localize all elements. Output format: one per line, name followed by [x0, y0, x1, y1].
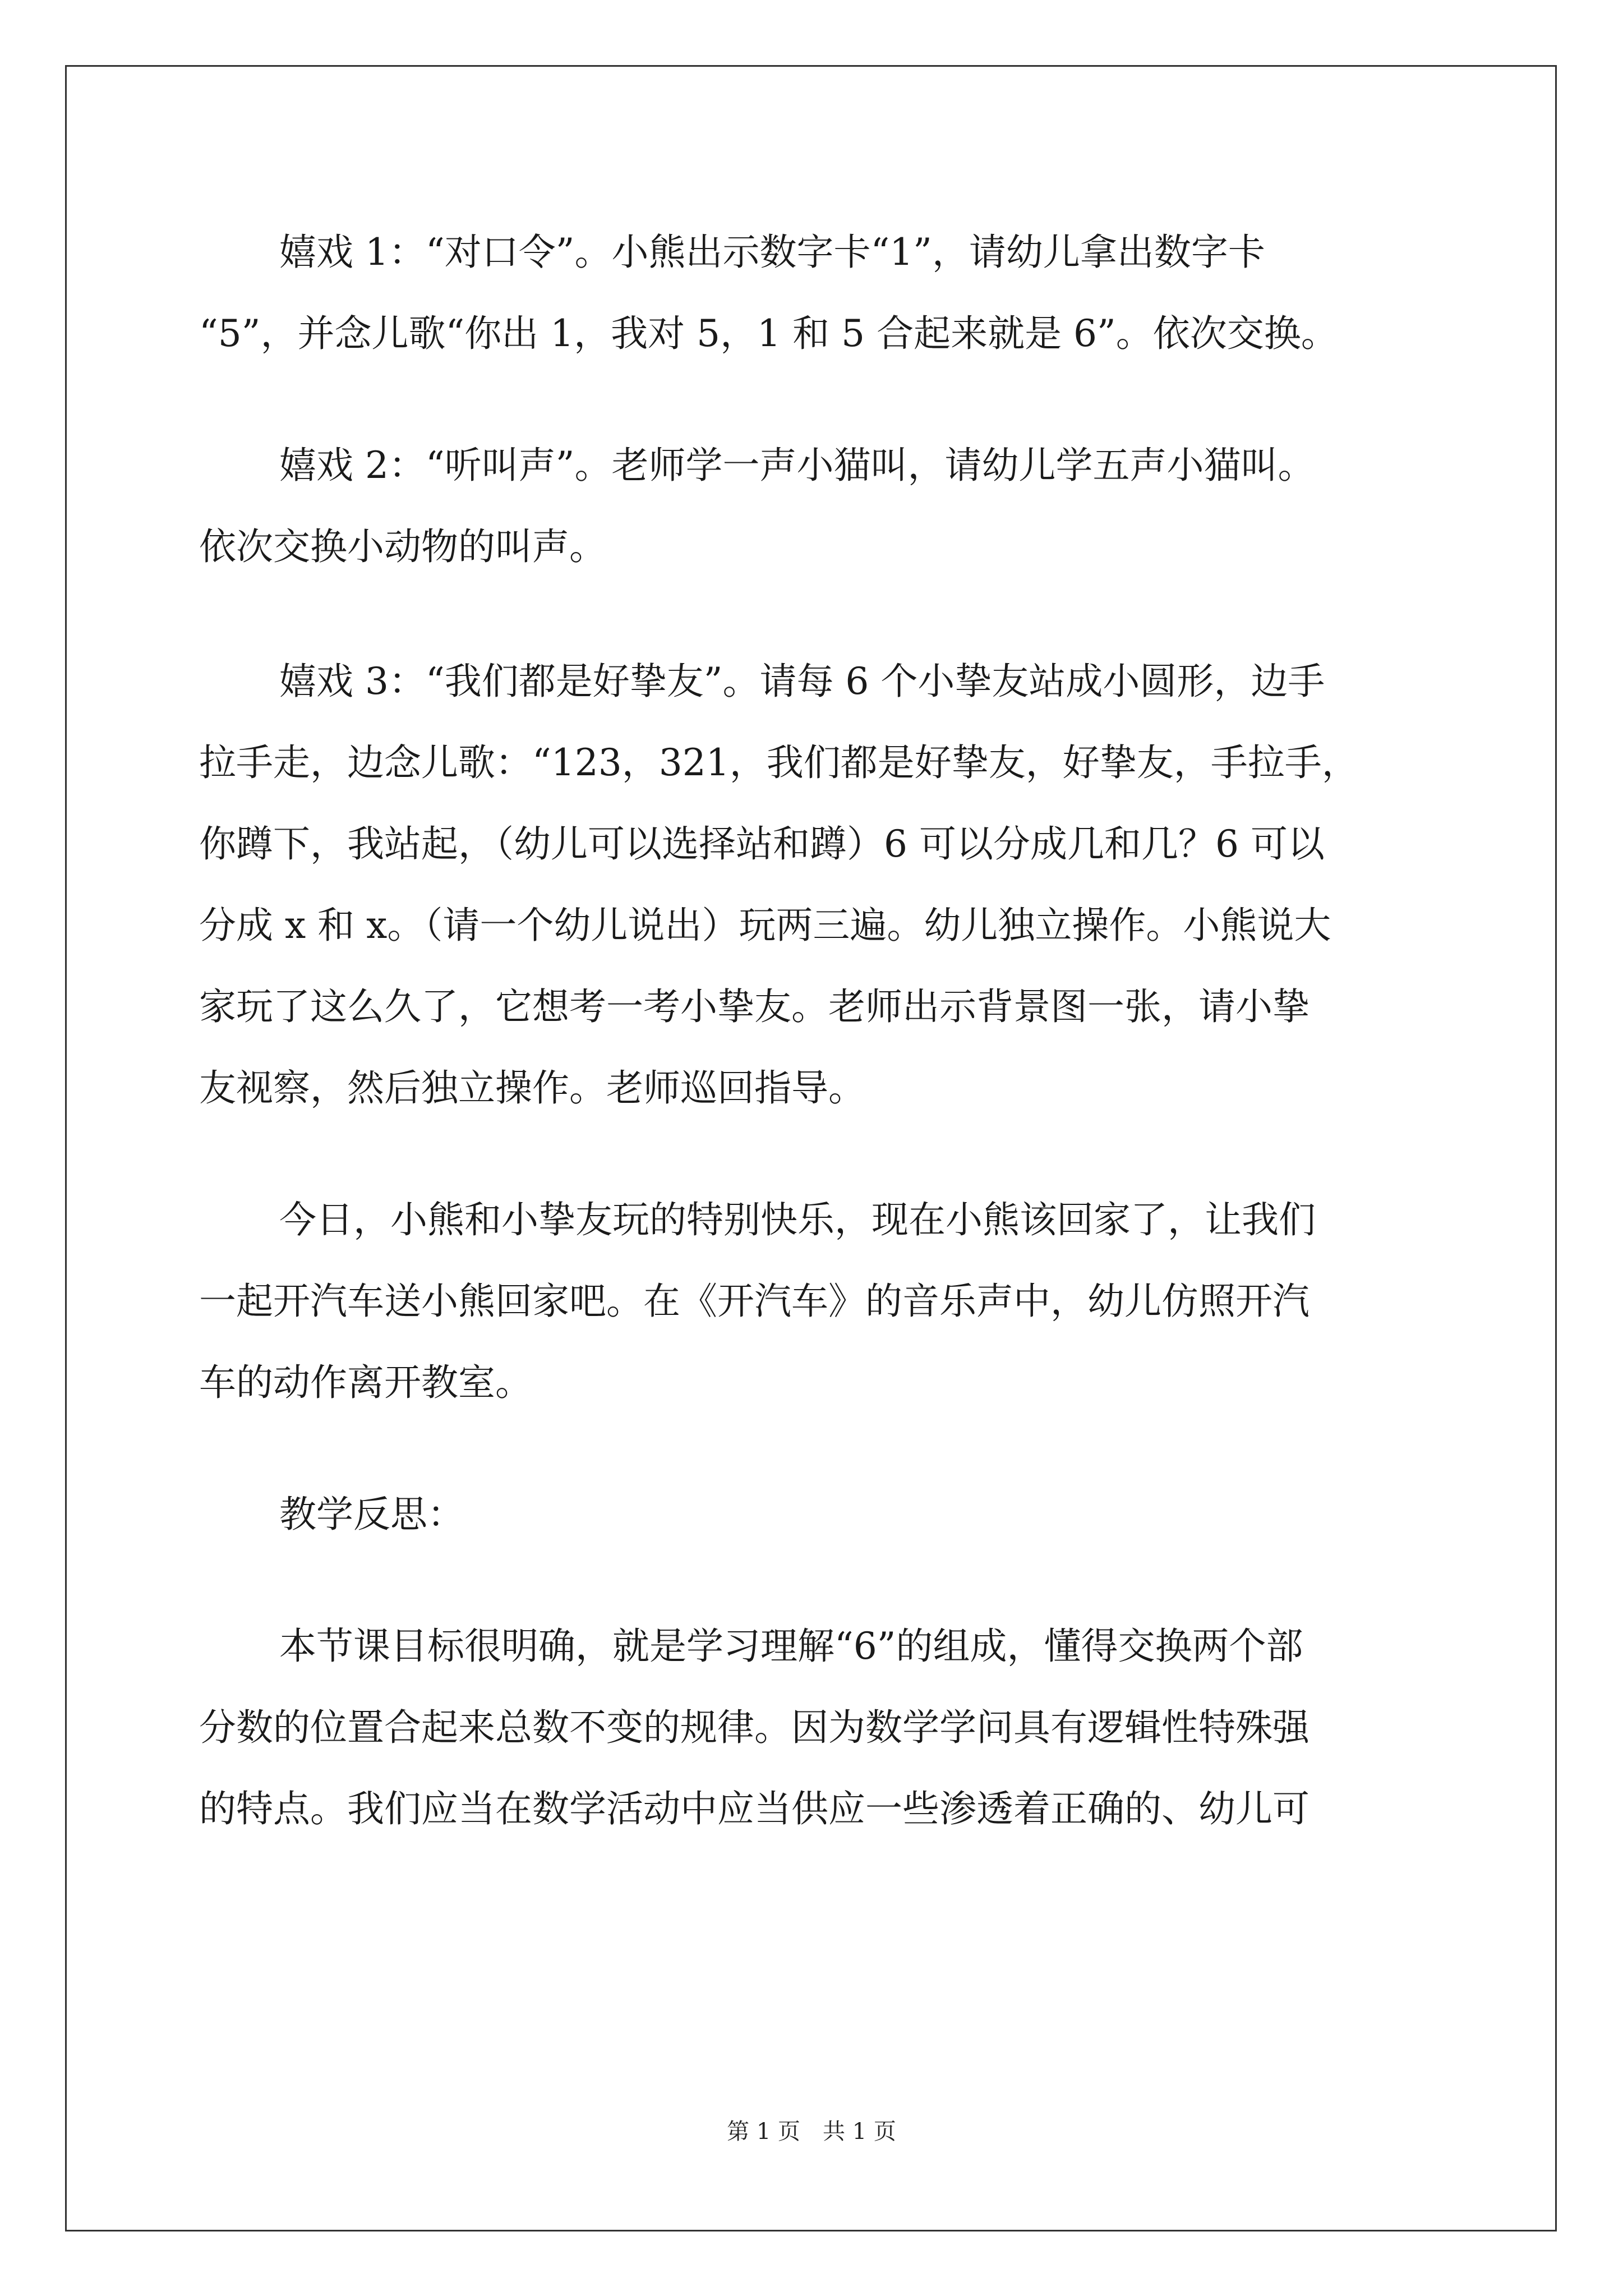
paragraph-3-line-1: 嬉戏 3：“我们都是好挚友”。请每 6 个小挚友站成小圆形，边手	[279, 660, 1325, 703]
paragraph-2-line-2: 依次交换小动物的叫声。	[199, 525, 606, 568]
paragraph-6-line-1: 本节课目标很明确，就是学习理解“6”的组成，懂得交换两个部	[279, 1625, 1303, 1668]
paragraph-3-line-5: 家玩了这么久了，它想考一考小挚友。老师出示背景图一张，请小挚	[199, 985, 1310, 1028]
paragraph-4-line-2: 一起开汽车送小熊回家吧。在《开汽车》的音乐声中，幼儿仿照开汽	[199, 1280, 1310, 1323]
paragraph-6-line-3: 的特点。我们应当在数学活动中应当供应一些渗透着正确的、幼儿可	[199, 1787, 1310, 1830]
paragraph-1-line-1: 嬉戏 1：“对口令”。小熊出示数字卡“1”，请幼儿拿出数字卡	[279, 231, 1265, 274]
paragraph-3-line-2: 拉手走，边念儿歌：“123，321，我们都是好挚友，好挚友，手拉手，	[199, 741, 1359, 784]
section-heading-teaching-reflection: 教学反思：	[279, 1493, 464, 1536]
paragraph-4-line-1: 今日，小熊和小挚友玩的特别快乐，现在小熊该回家了，让我们	[279, 1198, 1316, 1241]
paragraph-3-line-4: 分成 x 和 x。（请一个幼儿说出）玩两三遍。幼儿独立操作。小熊说大	[199, 904, 1331, 947]
page-border	[65, 65, 1557, 2231]
paragraph-3-line-6: 友视察，然后独立操作。老师巡回指导。	[199, 1066, 865, 1110]
paragraph-3-line-3: 你蹲下，我站起，（幼儿可以选择站和蹲）6 可以分成几和几？6 可以	[199, 822, 1325, 866]
paragraph-1-line-2: “5”，并念儿歌“你出 1，我对 5，1 和 5 合起来就是 6”。依次交换。	[199, 312, 1338, 355]
paragraph-2-line-1: 嬉戏 2：“听叫声”。老师学一声小猫叫，请幼儿学五声小猫叫。	[279, 444, 1315, 487]
paragraph-4-line-3: 车的动作离开教室。	[199, 1361, 532, 1404]
paragraph-6-line-2: 分数的位置合起来总数不变的规律。因为数学学问具有逻辑性特殊强	[199, 1706, 1310, 1749]
page-number-footer: 第 1 页 共 1 页	[727, 2119, 896, 2145]
